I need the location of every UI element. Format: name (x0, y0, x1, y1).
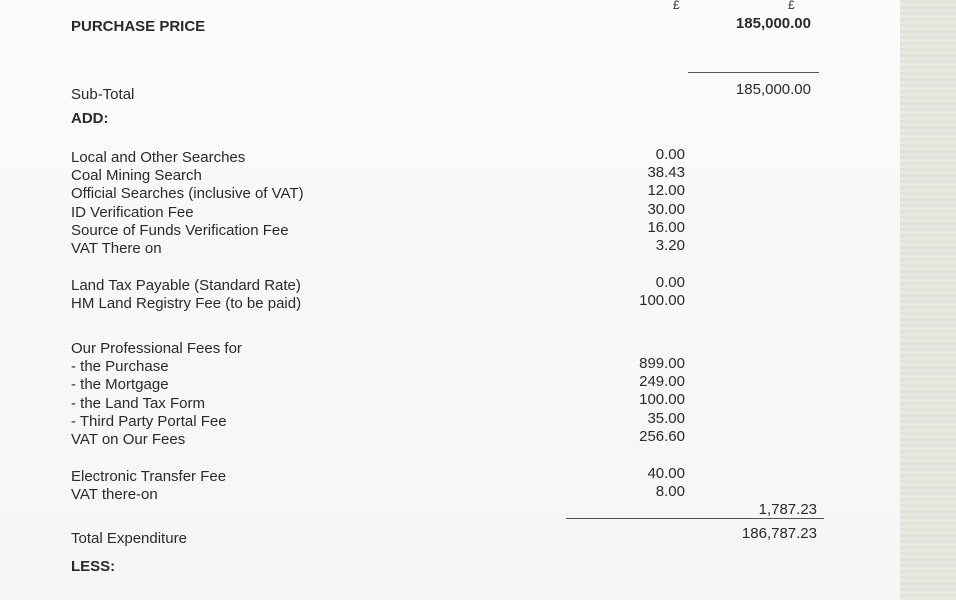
less-label: LESS: (71, 558, 116, 575)
fee-item-value: 249.00 (639, 373, 685, 391)
fee-item-value: 35.00 (647, 409, 685, 427)
searches-values (600, 146, 685, 255)
transfer-item-value: 8.00 (655, 483, 685, 501)
search-item-label: Local and Other Searches (71, 149, 246, 166)
total-rule (566, 518, 824, 519)
search-item-label: VAT There on (71, 239, 162, 257)
search-item-value: 30.00 (647, 200, 685, 218)
fee-item-label: - the Land Tax Form (71, 394, 205, 412)
land-item-label: Land Tax Payable (Standard Rate) (71, 277, 301, 294)
fee-item-label: - the Purchase (71, 358, 169, 376)
fees-heading: Our Professional Fees for (71, 340, 242, 357)
search-item-value: 3.20 (655, 236, 685, 254)
search-item-label: Official Searches (inclusive of VAT) (71, 185, 304, 203)
search-item-value: 16.00 (647, 218, 685, 236)
fee-item-value: 100.00 (639, 391, 685, 409)
subtotal-value: 185,000.00 (735, 81, 811, 98)
transfer-item-label: Electronic Transfer Fee (71, 468, 227, 485)
transfer-values (600, 465, 685, 501)
total-expenditure-value: 186,787.23 (741, 525, 817, 542)
purchase-price-value: 185,000.00 (735, 15, 811, 32)
column-header-fragment: £ (788, 0, 795, 12)
fees-labels (71, 340, 242, 449)
searches-labels (71, 149, 304, 258)
add-label: ADD: (71, 110, 109, 127)
land-item-value: 0.00 (655, 274, 685, 291)
transfer-labels (71, 468, 226, 504)
fee-item-label: - the Mortgage (71, 376, 169, 394)
search-item-value: 12.00 (647, 182, 685, 200)
transfer-item-value: 40.00 (647, 465, 685, 482)
background-surface (900, 0, 956, 600)
total-expenditure-label: Total Expenditure (71, 530, 187, 547)
search-item-value: 0.00 (655, 146, 685, 163)
purchase-price-label: PURCHASE PRICE (71, 18, 206, 35)
transfer-item-label: VAT there-on (71, 486, 158, 504)
subtotal-label: Sub-Total (71, 86, 135, 103)
search-item-label: Coal Mining Search (71, 167, 202, 185)
expenditure-subtotal-value: 1,787.23 (758, 501, 817, 518)
search-item-label: Source of Funds Verification Fee (71, 221, 289, 239)
fee-item-label: - Third Party Portal Fee (71, 412, 227, 430)
land-item-value: 100.00 (639, 292, 685, 310)
fee-item-value: 899.00 (639, 355, 685, 372)
land-labels (71, 277, 301, 313)
column-header-fragment: £ (673, 0, 680, 12)
fee-item-label: VAT on Our Fees (71, 430, 186, 448)
search-item-value: 38.43 (647, 164, 685, 182)
search-item-label: ID Verification Fee (71, 203, 194, 221)
fees-values (600, 355, 685, 446)
fee-item-value: 256.60 (639, 427, 685, 445)
land-values (600, 274, 685, 310)
land-item-label: HM Land Registry Fee (to be paid) (71, 295, 302, 313)
subtotal-rule (688, 72, 819, 73)
